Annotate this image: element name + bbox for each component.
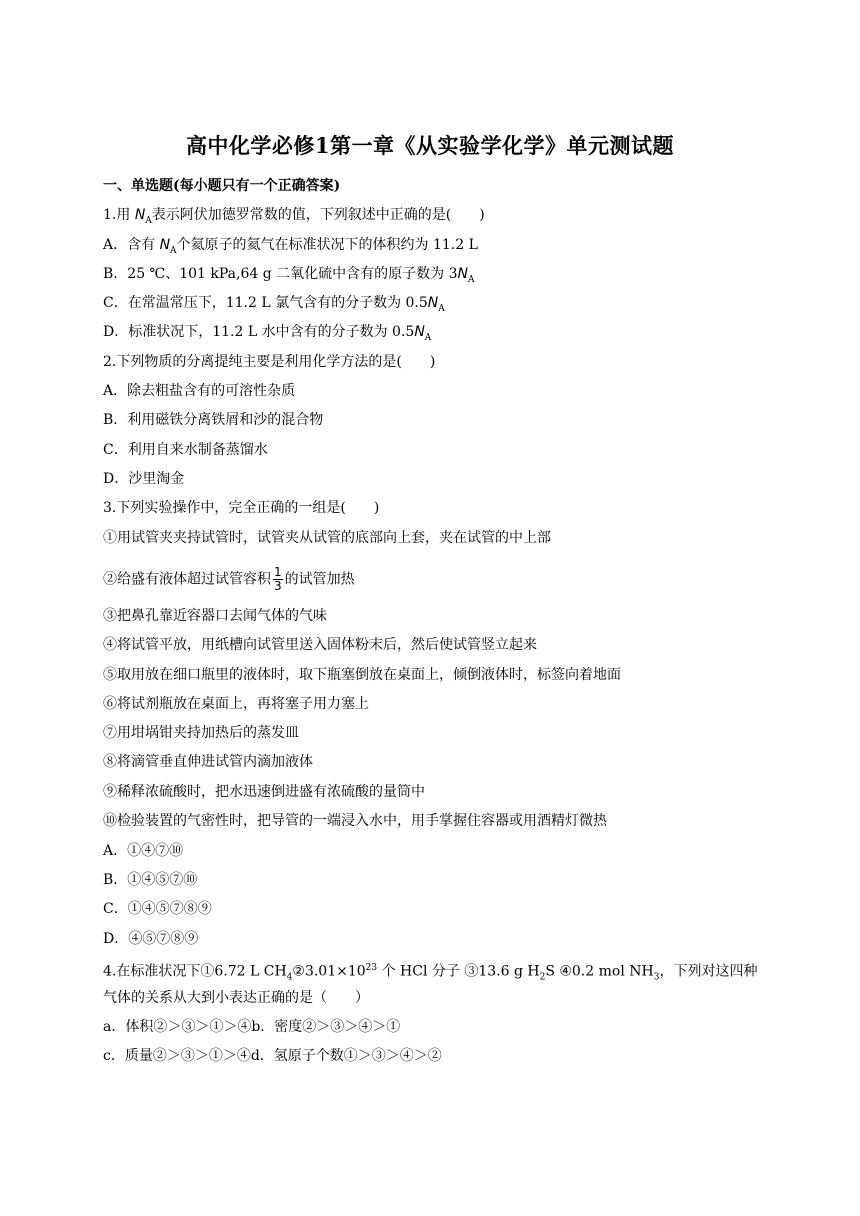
question-3-statement-1: ①用试管夹夹持试管时，试管夹从试管的底部向上套，夹在试管的中上部 [103,530,551,546]
question-3-statement-4: ④将试管平放，用纸槽向试管里送入固体粉末后，然后使试管竖立起来 [103,637,537,653]
question-2-option-d: D．沙里淘金 [103,471,185,487]
question-3-option-c: C．①④⑤⑦⑧⑨ [103,901,212,917]
question-2-option-c: C．利用自来水制备蒸馏水 [103,442,268,458]
question-3-option-d: D．④⑤⑦⑧⑨ [103,931,199,947]
question-4-options-cd: c．质量②＞③＞①＞④d．氢原子个数①＞③＞④＞② [103,1048,442,1064]
section-heading: 一、单选题(每小题只有一个正确答案) [103,178,341,194]
question-2-option-b: B．利用磁铁分离铁屑和沙的混合物 [103,412,324,428]
question-4-options-ab: a．体积②＞③＞①＞④b．密度②＞③＞④＞① [103,1019,401,1035]
question-3-statement-7: ⑦用坩埚钳夹持加热后的蒸发皿 [103,725,299,741]
question-4-stem: 4.在标准状况下①6.72 L $CH_4②3.01\times 10^{23}$ 个 HCl 分子 ③13.6 g $H_2S$ ④0.2 mol $NH_3$，下列对这四种 [103,963,758,983]
page-title: 高中化学必修1第一章《从实验学化学》单元测试题 [185,133,675,158]
question-1-option-b: B．25 ℃、101 kPa,64 g 二氧化硫中含有的原子数为 $3N_A$ [103,266,475,285]
question-1-stem: 1.用 $N_A$表示阿伏加德罗常数的值，下列叙述中正确的是( ) [103,207,485,226]
question-3-statement-10: ⑩检验装置的气密性时，把导管的一端浸入水中，用手掌握住容器或用酒精灯微热 [103,813,607,829]
question-3-statement-9: ⑨稀释浓硫酸时，把水迅速倒进盛有浓硫酸的量筒中 [103,784,425,800]
question-3-option-a: A．①④⑦⑩ [103,843,184,859]
fraction-one-third: $\frac{1}{3}$ [274,565,282,593]
question-3-statement-3: ③把鼻孔靠近容器口去闻气体的气味 [103,608,327,624]
question-1-option-d: D．标准状况下，11.2 L 水中含有的分子数为 $0.5N_A$ [103,324,432,343]
question-3-statement-2: ②给盛有液体超过试管容积 $\frac{1}{3}$ 的试管加热 [103,565,355,593]
question-2-option-a: A．除去粗盐含有的可溶性杂质 [103,383,296,399]
question-3-statement-8: ⑧将滴管垂直伸进试管内滴加液体 [103,754,313,770]
question-3-statement-5: ⑤取用放在细口瓶里的液体时，取下瓶塞倒放在桌面上，倾倒液体时，标签向着地面 [103,667,621,683]
question-3-option-b: B．①④⑤⑦⑩ [103,872,198,888]
question-3-statement-6: ⑥将试剂瓶放在桌面上，再将塞子用力塞上 [103,696,369,712]
question-4-stem-continued: 气体的关系从大到小表达正确的是（ ） [103,990,369,1006]
question-3-stem: 3.下列实验操作中，完全正确的一组是( ) [103,500,380,516]
question-1-option-a: A．含有 $N_A$个氦原子的氦气在标准状况下的体积约为 11.2 L [103,237,478,256]
question-1-option-c: C．在常温常压下，11.2 L 氯气含有的分子数为 $0.5N_A$ [103,295,445,314]
question-2-stem: 2.下列物质的分离提纯主要是利用化学方法的是( ) [103,354,436,370]
